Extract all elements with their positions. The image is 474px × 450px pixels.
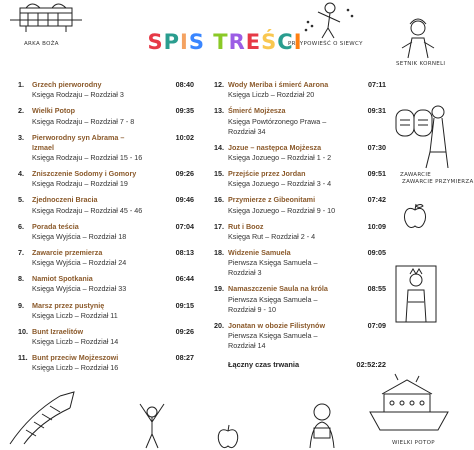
- toc-entry[interactable]: [18, 327, 194, 347]
- entry-number: 9.: [18, 300, 24, 310]
- entry-source: Księga Wyjścia – Rozdział 24: [32, 258, 127, 268]
- entry-title: Jonatan w obozie Filistynów: [228, 320, 326, 330]
- noahs-ark-drawing: [368, 372, 450, 442]
- entry-duration: 07:11: [368, 80, 386, 89]
- toc-entry[interactable]: [214, 321, 386, 352]
- entry-title: Wody Meriba i śmierć Aarona: [228, 80, 329, 89]
- entry-title: Bunt Izraelitów: [32, 326, 84, 336]
- entry-body: [228, 106, 386, 137]
- entry-duration: 07:30: [367, 142, 386, 152]
- entry-title: Przejście przez Jordan: [228, 169, 306, 179]
- entry-title: Rut i Booz: [228, 221, 264, 231]
- toc-left-column: [18, 80, 194, 379]
- entry-body: [32, 301, 194, 321]
- entry-source: Księga Jozuego – Rozdział 1 - 2: [228, 153, 332, 162]
- entry-number: 15.: [214, 169, 224, 179]
- entry-body: [228, 143, 386, 163]
- toc-entry[interactable]: [18, 195, 194, 215]
- entry-body: [32, 222, 194, 242]
- toc-entry[interactable]: [18, 301, 194, 321]
- entry-duration: 08:27: [175, 353, 194, 363]
- entry-title: Pierworodny syn Abrama –: [32, 132, 125, 142]
- entry-title: Wielki Potop: [32, 106, 76, 116]
- entry-source: Księga Jozuego – Rozdział 9 - 10: [228, 205, 336, 215]
- total-duration: [214, 360, 386, 369]
- entry-body: [228, 284, 386, 315]
- title-letter: Ś: [261, 30, 278, 54]
- entry-duration: 09:26: [175, 169, 194, 179]
- entry-body: [32, 80, 194, 100]
- entry-body: [228, 248, 386, 279]
- page-title-text: [147, 30, 302, 54]
- toc-entry[interactable]: [214, 106, 386, 137]
- entry-title: Zawarcie przemierza: [32, 247, 103, 257]
- entry-title: Jozue – następca Mojżesza: [228, 142, 322, 152]
- entry-title: Porada teścia: [32, 221, 79, 231]
- entry-number: 20.: [214, 320, 224, 330]
- entry-number: 8.: [18, 274, 24, 284]
- horn-drawing: [0, 384, 86, 450]
- total-duration-label: Łączny czas trwania: [228, 359, 300, 369]
- king-throne-drawing: [388, 262, 446, 326]
- entry-number: 5.: [18, 195, 24, 205]
- entry-body: [228, 80, 386, 100]
- entry-source: Pierwsza Księga Samuela –: [228, 258, 318, 268]
- entry-number: 18.: [214, 247, 224, 257]
- toc-entry[interactable]: [214, 284, 386, 315]
- entry-duration: 09:15: [175, 300, 194, 310]
- toc-entry[interactable]: [18, 222, 194, 242]
- title-letter: I: [180, 30, 189, 54]
- parable-label: PRZYPOWIEŚĆ O SIEWCY: [288, 41, 363, 47]
- entry-duration: 09:46: [175, 195, 194, 205]
- entry-title: Marsz przez pustynię: [32, 300, 105, 310]
- centurion-label: SETNIK KORNELI: [396, 61, 446, 67]
- title-letter: I: [293, 30, 303, 54]
- moses-tablets-drawing: [390, 92, 450, 174]
- entry-body: [32, 327, 194, 347]
- entry-title: Grzech pierworodny: [32, 80, 102, 89]
- entry-source: Księga Wyjścia – Rozdział 33: [32, 284, 127, 294]
- entry-number: 19.: [214, 284, 224, 294]
- entry-number: 1.: [18, 80, 24, 89]
- toc-entry[interactable]: [214, 195, 386, 215]
- entry-source: Rozdział 14: [228, 341, 266, 351]
- entry-number: 10.: [18, 326, 28, 336]
- entry-body: [228, 169, 386, 189]
- entry-source: Księga Powtórzonego Prawa –: [228, 116, 327, 126]
- entry-duration: 08:13: [175, 247, 194, 257]
- entry-duration: 10:02: [175, 132, 194, 142]
- entry-source: Pierwsza Księga Samuela –: [228, 294, 318, 304]
- entry-title: Śmierć Mojżesza: [228, 106, 286, 116]
- entry-source: Księga Rodzaju – Rozdział 15 - 16: [32, 153, 143, 162]
- entry-source: Księga Wyjścia – Rozdział 18: [32, 231, 127, 241]
- entry-duration: 07:04: [175, 221, 194, 231]
- entry-title-continued: Izmael: [32, 142, 54, 152]
- entry-source: Rozdział 9 - 10: [228, 304, 276, 314]
- entry-body: [32, 195, 194, 215]
- toc-entry[interactable]: [214, 169, 386, 189]
- entry-source: Księga Rodzaju – Rozdział 45 - 46: [32, 205, 143, 215]
- toc-entry[interactable]: [18, 133, 194, 164]
- entry-duration: 07:09: [367, 320, 386, 330]
- entry-body: [228, 222, 386, 242]
- entry-number: 4.: [18, 169, 24, 179]
- toc-entry[interactable]: [18, 353, 194, 373]
- entry-body: [32, 169, 194, 189]
- entry-number: 16.: [214, 195, 224, 205]
- ark-label: ARKA BOŻA: [24, 41, 59, 47]
- toc-entry[interactable]: [214, 143, 386, 163]
- entry-duration: 09:05: [367, 247, 386, 257]
- entry-source: Księga Liczb – Rozdział 14: [32, 337, 119, 347]
- covenant-label: ZAWARCIE PRZYMIERZA: [402, 179, 474, 185]
- toc-right-column: [214, 80, 386, 369]
- title-letter: R: [228, 30, 246, 54]
- entry-number: 12.: [214, 80, 224, 89]
- entry-number: 17.: [214, 221, 224, 231]
- title-letter: E: [245, 30, 262, 54]
- entry-body: [228, 195, 386, 215]
- entry-duration: 08:40: [175, 80, 194, 89]
- entry-source: Księga Jozuego – Rozdział 3 - 4: [228, 179, 332, 189]
- entry-source: Pierwsza Księga Samuela –: [228, 331, 318, 341]
- entry-title: Namiot Spotkania: [32, 274, 93, 284]
- toc-entry[interactable]: [18, 248, 194, 268]
- entry-source: Księga Liczb – Rozdział 16: [32, 363, 119, 373]
- entry-source: Księga Liczb – Rozdział 20: [228, 90, 315, 100]
- entry-title: Widzenie Samuela: [228, 247, 291, 257]
- reading-figure-drawing: [300, 400, 346, 450]
- entry-title: Namaszczenie Saula na króla: [228, 284, 328, 294]
- toc-entry[interactable]: [214, 222, 386, 242]
- title-letter: C: [277, 30, 294, 54]
- toc-entry[interactable]: [214, 80, 386, 100]
- entry-number: 2.: [18, 106, 24, 116]
- entry-duration: 09:26: [175, 326, 194, 336]
- toc-entry[interactable]: [18, 169, 194, 189]
- title-letter: P: [163, 30, 181, 54]
- toc-entry[interactable]: [18, 106, 194, 126]
- toc-entry[interactable]: [18, 80, 194, 100]
- praising-figure-drawing: [132, 398, 172, 450]
- flood-label: WIELKI POTOP: [392, 440, 435, 446]
- total-duration-value: 02:52:22: [356, 359, 386, 369]
- entry-duration: 09:31: [367, 106, 386, 116]
- entry-source: Księga Rut – Rozdział 2 - 4: [228, 231, 316, 241]
- title-letter: S: [147, 30, 164, 54]
- entry-duration: 09:35: [175, 106, 194, 116]
- entry-body: [32, 106, 194, 126]
- entry-number: 3.: [18, 132, 24, 142]
- entry-number: 7.: [18, 247, 24, 257]
- entry-duration: 07:42: [367, 195, 386, 205]
- entry-title: Bunt przeciw Mojżeszowi: [32, 353, 119, 363]
- entry-body: [32, 248, 194, 268]
- apple-drawing-right: [402, 202, 428, 230]
- entry-source: Księga Rodzaju – Rozdział 7 - 8: [32, 116, 135, 126]
- toc-entry[interactable]: [214, 248, 386, 279]
- entry-duration: 08:55: [367, 284, 386, 294]
- entry-body: [32, 133, 194, 164]
- entry-body: [32, 274, 194, 294]
- entry-number: 6.: [18, 221, 24, 231]
- entry-body: [228, 321, 386, 352]
- entry-title: Zniszczenie Sodomy i Gomory: [32, 169, 137, 179]
- entry-source: Księga Rodzaju – Rozdział 19: [32, 179, 128, 189]
- title-letter: S: [188, 30, 205, 54]
- entry-source: Księga Liczb – Rozdział 11: [32, 310, 118, 320]
- entry-title: Zjednoczeni Bracia: [32, 195, 98, 205]
- entry-source: Rozdział 34: [228, 126, 266, 136]
- entry-body: [32, 353, 194, 373]
- entry-duration: 09:51: [367, 169, 386, 179]
- page-title: [0, 30, 450, 54]
- toc-entry[interactable]: [18, 274, 194, 294]
- entry-number: 11.: [18, 353, 28, 363]
- title-letter: T: [213, 30, 229, 54]
- apple-drawing-bottom: [216, 424, 240, 450]
- entry-title: Przymierze z Gibeonitami: [228, 195, 316, 205]
- entry-source: Rozdział 3: [228, 268, 262, 278]
- entry-source: Księga Rodzaju – Rozdział 3: [32, 90, 124, 100]
- entry-number: 13.: [214, 106, 224, 116]
- covenant-label-line1: ZAWARCIE: [400, 172, 432, 178]
- entry-duration: 10:09: [367, 221, 386, 231]
- entry-duration: 06:44: [175, 274, 194, 284]
- entry-number: 14.: [214, 142, 224, 152]
